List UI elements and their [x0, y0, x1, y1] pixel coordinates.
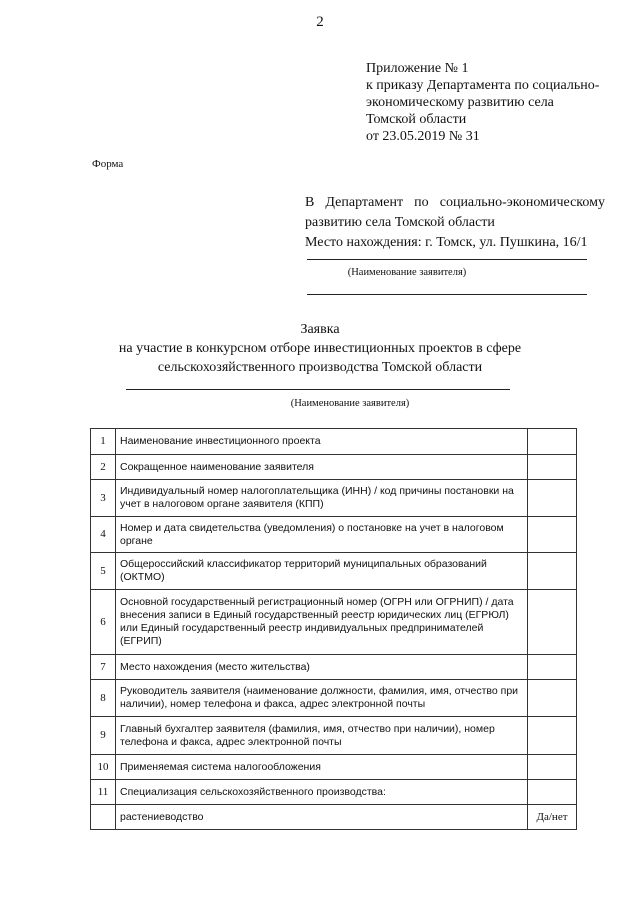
- row-value-cell[interactable]: [528, 680, 577, 717]
- appendix-line: к приказу Департамента по социально-: [366, 78, 600, 93]
- table-row: [91, 455, 577, 480]
- row-label: Сокращенное наименование заявителя: [116, 455, 528, 480]
- table-row: [91, 553, 577, 590]
- appendix-line: от 23.05.2019 № 31: [366, 129, 480, 144]
- applicant-name-line[interactable]: [307, 259, 587, 260]
- row-number: 1: [91, 429, 116, 455]
- addressee-block: [305, 193, 605, 253]
- addressee-word: Департамент: [325, 195, 404, 210]
- page-number: 2: [316, 14, 324, 30]
- table-row: [91, 517, 577, 553]
- table-row: [91, 590, 577, 655]
- row-label: Наименование инвестиционного проекта: [116, 429, 528, 455]
- row-value-cell[interactable]: Да/нет: [528, 805, 577, 830]
- row-number: 2: [91, 455, 116, 480]
- row-value-cell[interactable]: [528, 780, 577, 805]
- table-row: [91, 780, 577, 805]
- table-row: [91, 755, 577, 780]
- row-value-cell[interactable]: [528, 455, 577, 480]
- row-number: 8: [91, 680, 116, 717]
- row-label: Место нахождения (место жительства): [116, 655, 528, 680]
- row-value-cell[interactable]: [528, 755, 577, 780]
- row-value-cell[interactable]: [528, 553, 577, 590]
- row-label: Общероссийский классификатор территорий муниципальных образований (ОКТМО): [116, 553, 528, 590]
- row-number: 10: [91, 755, 116, 780]
- row-label: Основной государственный регистрационный номер (ОГРН или ОГРНИП) / дата внесения записи в Единый государственный реестр юридических лиц (ЕГРЮЛ) или Единый государственный реестр индивидуальных предпринимателей (ЕГРИП): [116, 590, 528, 655]
- row-value-cell[interactable]: [528, 655, 577, 680]
- row-value-cell[interactable]: [528, 517, 577, 553]
- appendix-line: Приложение № 1: [366, 61, 469, 76]
- row-number: 11: [91, 780, 116, 805]
- table-row: [91, 429, 577, 455]
- applicant-name-line-2[interactable]: [307, 294, 587, 295]
- addressee-line3: Место нахождения: г. Томск, ул. Пушкина, 16/1: [305, 235, 588, 250]
- row-value-cell[interactable]: [528, 590, 577, 655]
- title-line: сельскохозяйственного производства Томской области: [157, 360, 483, 375]
- row-label: Индивидуальный номер налогоплательщика (ИНН) / код причины постановки на учет в налоговом органе заявителя (КПП): [116, 480, 528, 517]
- addressee-word: по: [414, 195, 429, 210]
- row-number: 3: [91, 480, 116, 517]
- row-label: Специализация сельскохозяйственного производства:: [116, 780, 528, 805]
- table-row: [91, 655, 577, 680]
- row-label: Главный бухгалтер заявителя (фамилия, имя, отчество при наличии), номер телефона и факса, адрес электронной почты: [116, 717, 528, 755]
- applicant-caption: (Наименование заявителя): [347, 267, 467, 278]
- row-label: растениеводство: [116, 805, 528, 830]
- title-applicant-line[interactable]: [126, 389, 510, 390]
- title-line: на участие в конкурсном отборе инвестиционных проектов в сфере: [118, 341, 522, 356]
- row-number: 9: [91, 717, 116, 755]
- form-label: Форма: [92, 158, 124, 170]
- title-caption: (Наименование заявителя): [290, 398, 410, 409]
- addressee-word: социально-экономическому: [439, 195, 605, 210]
- table-row: [91, 717, 577, 755]
- appendix-header: [366, 60, 626, 145]
- document-title: [0, 320, 640, 377]
- table-row: [91, 805, 577, 830]
- row-number: 6: [91, 590, 116, 655]
- row-label: Номер и дата свидетельства (уведомления) о постановке на учет в налоговом органе: [116, 517, 528, 553]
- table-row: [91, 680, 577, 717]
- row-value-cell[interactable]: [528, 429, 577, 455]
- row-label: Применяемая система налогообложения: [116, 755, 528, 780]
- row-label: Руководитель заявителя (наименование должности, фамилия, имя, отчество при наличии), номер телефона и факса, адрес электронной почты: [116, 680, 528, 717]
- addressee-line2: развитию села Томской области: [305, 215, 495, 230]
- application-table: [90, 428, 577, 830]
- row-value-cell[interactable]: [528, 480, 577, 517]
- row-number: 5: [91, 553, 116, 590]
- row-value-cell[interactable]: [528, 717, 577, 755]
- title-line: Заявка: [300, 322, 340, 337]
- row-number: 4: [91, 517, 116, 553]
- row-number: [91, 805, 116, 830]
- row-number: 7: [91, 655, 116, 680]
- table-row: [91, 480, 577, 517]
- appendix-line: экономическому развитию села: [366, 95, 554, 110]
- appendix-line: Томской области: [366, 112, 467, 127]
- addressee-word: В: [305, 195, 315, 210]
